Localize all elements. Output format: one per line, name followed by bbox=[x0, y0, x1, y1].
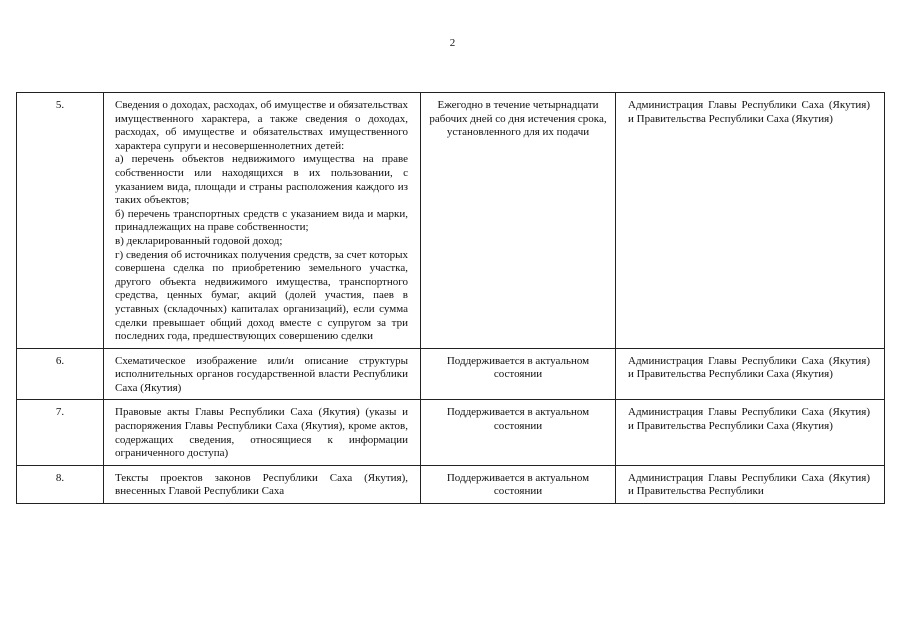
description-paragraph: Схематическое изображение или/и описание структуры исполнительных органов государственной власти Республики Саха (Якутия) bbox=[115, 354, 408, 394]
table-row bbox=[17, 400, 885, 465]
description-paragraph: Тексты проектов законов Республики Саха (Якутия), внесенных Главой Республики Саха bbox=[115, 471, 408, 498]
table-row bbox=[17, 93, 885, 349]
row-number-cell: 6. bbox=[17, 348, 104, 400]
row-number-cell: 5. bbox=[17, 93, 104, 349]
description-cell bbox=[104, 93, 421, 349]
term-cell: Поддерживается в актуальном состоянии bbox=[421, 348, 616, 400]
description-paragraph: б) перечень транспортных средств с указанием вида и марки, принадлежащих на праве собственности; bbox=[115, 207, 408, 234]
description-paragraph: Сведения о доходах, расходах, об имуществе и обязательствах имущественного характера, а также сведения о доходах, расходах, об имуществе и обязательствах имущественного характера супруги и несовершеннолетних детей: bbox=[115, 99, 408, 152]
term-cell: Поддерживается в актуальном состоянии bbox=[421, 465, 616, 503]
responsible-cell: Администрация Главы Республики Саха (Якутия) и Правительства Республики Саха (Якутия) bbox=[616, 348, 885, 400]
description-paragraph: в) декларированный годовой доход; bbox=[115, 234, 283, 247]
description-cell bbox=[104, 400, 421, 465]
responsible-cell: Администрация Главы Республики Саха (Якутия) и Правительства Республики bbox=[616, 465, 885, 503]
term-cell: Ежегодно в течение четырнадцати рабочих дней со дня истечения срока, установленного для их подачи bbox=[421, 93, 616, 349]
table-row bbox=[17, 465, 885, 503]
description-paragraph: г) сведения об источниках получения средств, за счет которых совершена сделка по приобретению земельного участка, другого объекта недвижимого имущества, транспортного средства, ценных бумаг, акций (долей участия, паев в уставных (складочных) капиталах организаций), если сумма сделки превышает общий доход вместе с супругом за три последних года, предшествующих совершению сделки bbox=[115, 248, 408, 343]
term-cell: Поддерживается в актуальном состоянии bbox=[421, 400, 616, 465]
row-number-cell: 8. bbox=[17, 465, 104, 503]
row-number-cell: 7. bbox=[17, 400, 104, 465]
table-row bbox=[17, 348, 885, 400]
description-cell bbox=[104, 465, 421, 503]
description-paragraph: а) перечень объектов недвижимого имущества на праве собственности или находящихся в их пользовании, с указанием вида, площади и страны расположения каждого из таких объектов; bbox=[115, 153, 408, 207]
page-number: 2 bbox=[449, 37, 456, 49]
responsible-cell: Администрация Главы Республики Саха (Якутия) и Правительства Республики Саха (Якутия) bbox=[616, 400, 885, 465]
description-paragraph: Правовые акты Главы Республики Саха (Якутия) (указы и распоряжения Главы Республики Саха (Якутия), кроме актов, содержащих сведения, относящиеся к информации ограниченного доступа) bbox=[115, 406, 408, 460]
document-table bbox=[16, 92, 885, 504]
description-cell bbox=[104, 348, 421, 400]
responsible-cell: Администрация Главы Республики Саха (Якутия) и Правительства Республики Саха (Якутия) bbox=[616, 93, 885, 349]
